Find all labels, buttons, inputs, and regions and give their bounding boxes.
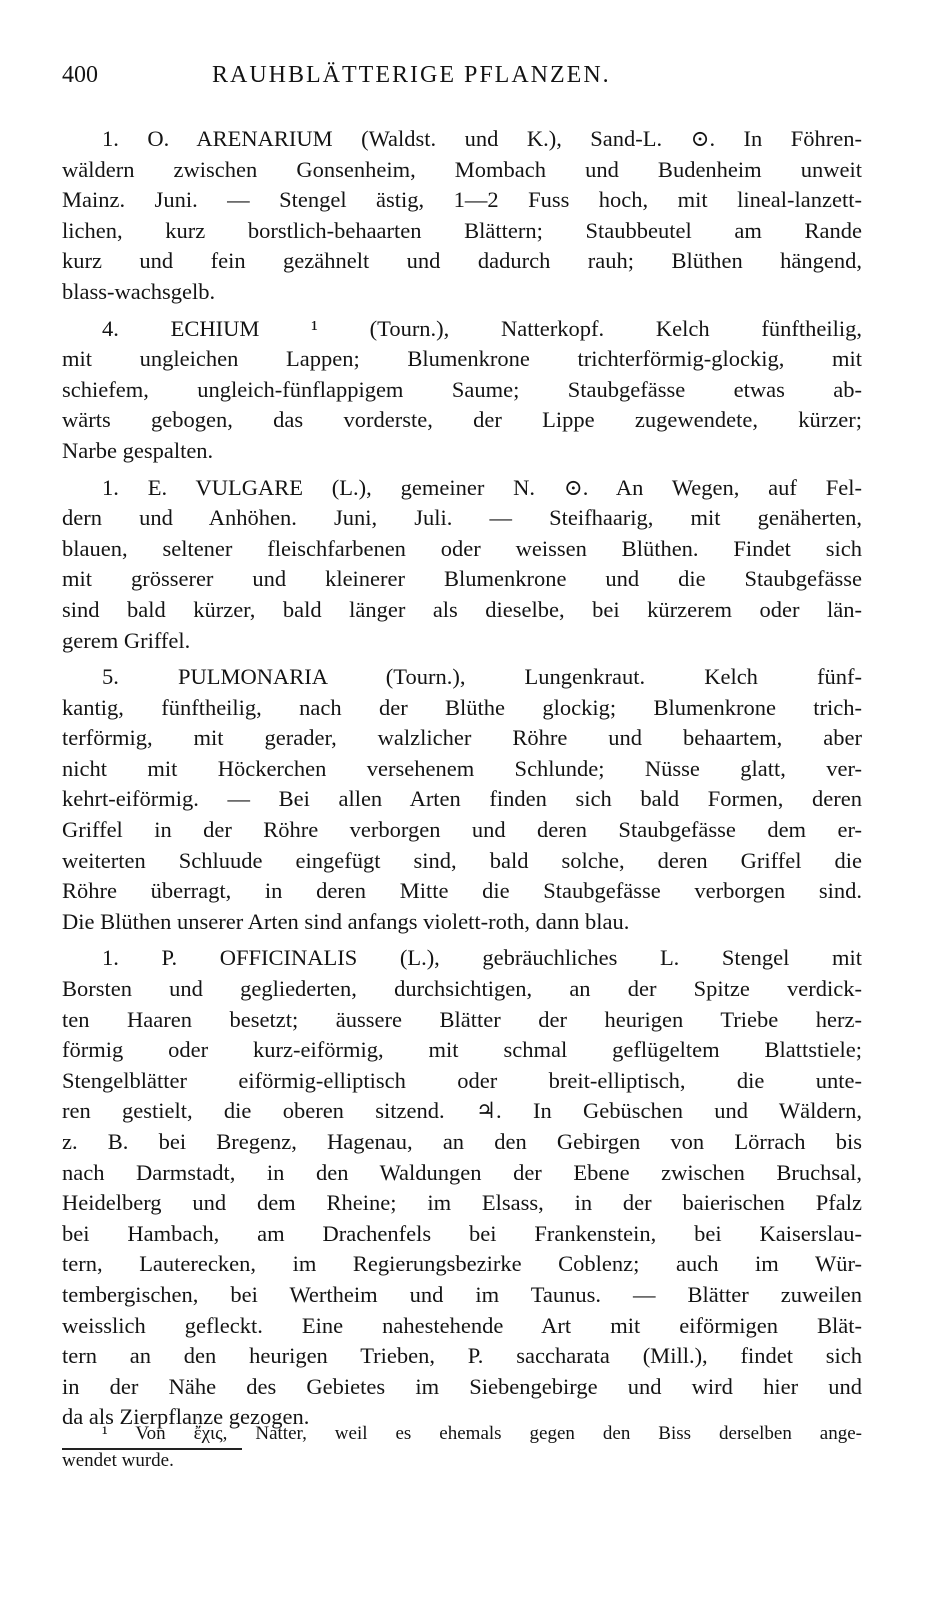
text-line: Stengelblätter eiförmig-elliptisch oder breit-elliptisch, die unte- <box>62 1067 862 1093</box>
text-line: Mainz. Juni. — Stengel ästig, 1—2 Fuss hoch, mit lineal-lanzett- <box>62 187 862 213</box>
running-title: RAUHBLÄTTERIGE PFLANZEN. <box>212 62 611 88</box>
text-line: da als Zierpflanze gezogen. <box>62 1404 310 1430</box>
text-line: ren gestielt, die oberen sitzend. ♃. In Gebüschen und Wäldern, <box>62 1098 862 1124</box>
text-line: kantig, fünftheilig, nach der Blüthe glockig; Blumenkrone trich- <box>62 694 862 720</box>
text-line: blass-wachsgelb. <box>62 278 216 304</box>
text-line: 1. P. OFFICINALIS (L.), gebräuchliches L. Stengel mit <box>102 945 862 971</box>
text-line: gerem Griffel. <box>62 627 191 653</box>
text-line: 5. PULMONARIA (Tourn.), Lungenkraut. Kelch fünf- <box>102 664 862 690</box>
text-line: nicht mit Höckerchen versehenem Schlunde; Nüsse glatt, ver- <box>62 755 862 781</box>
text-line: terförmig, mit gerader, walzlicher Röhre und behaartem, aber <box>62 725 862 751</box>
text-line: tern, Lauterecken, im Regierungsbezirke Coblenz; auch im Wür- <box>62 1251 862 1277</box>
text-line: schiefem, ungleich-fünflappigem Saume; Staubgefässe etwas ab- <box>62 376 862 402</box>
paragraph <box>62 662 862 937</box>
footnote <box>62 1420 862 1474</box>
text-line: mit grösserer und kleinerer Blumenkrone und die Staubgefässe <box>62 566 862 592</box>
text-line: sind bald kürzer, bald länger als dieselbe, bei kürzerem oder län- <box>62 596 862 622</box>
text-line: kehrt-eiförmig. — Bei allen Arten finden sich bald Formen, deren <box>62 786 862 812</box>
footnote-line: wendet wurde. <box>62 1450 174 1471</box>
text-line: tern an den heurigen Trieben, P. saccharata (Mill.), findet sich <box>62 1343 862 1369</box>
text-line: wäldern zwischen Gonsenheim, Mombach und Budenheim unweit <box>62 156 862 182</box>
paragraph <box>62 314 862 467</box>
text-line: kurz und fein gezähnelt und dadurch rauh; Blüthen hängend, <box>62 248 862 274</box>
text-line: blauen, seltener fleischfarbenen oder weissen Blüthen. Findet sich <box>62 535 862 561</box>
paragraph <box>62 473 862 657</box>
text-line: tembergischen, bei Wertheim und im Taunus. — Blätter zuweilen <box>62 1281 862 1307</box>
text-line: weiterten Schluude eingefügt sind, bald solche, deren Griffel die <box>62 847 862 873</box>
text-line: Röhre überragt, in deren Mitte die Staubgefässe verborgen sind. <box>62 878 862 904</box>
paragraph <box>62 124 862 308</box>
text-line: Griffel in der Röhre verborgen und deren Staubgefässe dem er- <box>62 817 862 843</box>
paragraph <box>62 943 862 1433</box>
text-line: dern und Anhöhen. Juni, Juli. — Steifhaarig, mit genäherten, <box>62 505 862 531</box>
text-line: ten Haaren besetzt; äussere Blätter der heurigen Triebe herz- <box>62 1006 862 1032</box>
main-text <box>62 124 862 1439</box>
footnote-line: ¹ Von ἔχις, Natter, weil es ehemals gegen den Biss derselben ange- <box>102 1423 862 1444</box>
text-line: 1. O. ARENARIUM (Waldst. und K.), Sand-L. ⊙. In Föhren- <box>102 126 862 151</box>
text-line: lichen, kurz borstlich-behaarten Blättern; Staubbeutel am Rande <box>62 217 862 243</box>
text-line: bei Hambach, am Drachenfels bei Frankenstein, bei Kaiserslau- <box>62 1220 862 1246</box>
text-line: mit ungleichen Lappen; Blumenkrone trichterförmig-glockig, mit <box>62 346 862 372</box>
text-line: förmig oder kurz-eiförmig, mit schmal geflügeltem Blattstiele; <box>62 1037 862 1063</box>
text-line: Narbe gespalten. <box>62 437 214 463</box>
text-line: 1. E. VULGARE (L.), gemeiner N. ⊙. An Wegen, auf Fel- <box>102 474 862 500</box>
text-line: 4. ECHIUM ¹ (Tourn.), Natterkopf. Kelch fünftheilig, <box>102 315 862 341</box>
text-line: Borsten und gegliederten, durchsichtigen, an der Spitze verdick- <box>62 976 862 1002</box>
text-line: Heidelberg und dem Rheine; im Elsass, in der baierischen Pfalz <box>62 1190 862 1216</box>
text-line: nach Darmstadt, in den Waldungen der Ebene zwischen Bruchsal, <box>62 1159 862 1185</box>
text-line: z. B. bei Bregenz, Hagenau, an den Gebirgen von Lörrach bis <box>62 1129 862 1154</box>
page-number: 400 <box>62 62 98 88</box>
text-line: in der Nähe des Gebietes im Siebengebirge und wird hier und <box>62 1373 862 1399</box>
text-line: Die Blüthen unserer Arten sind anfangs violett-roth, dann blau. <box>62 908 630 934</box>
text-line: weisslich gefleckt. Eine nahestehende Art mit eiförmigen Blät- <box>62 1312 862 1338</box>
page-header <box>62 62 862 96</box>
text-line: wärts gebogen, das vorderste, der Lippe zugewendete, kürzer; <box>62 407 862 433</box>
